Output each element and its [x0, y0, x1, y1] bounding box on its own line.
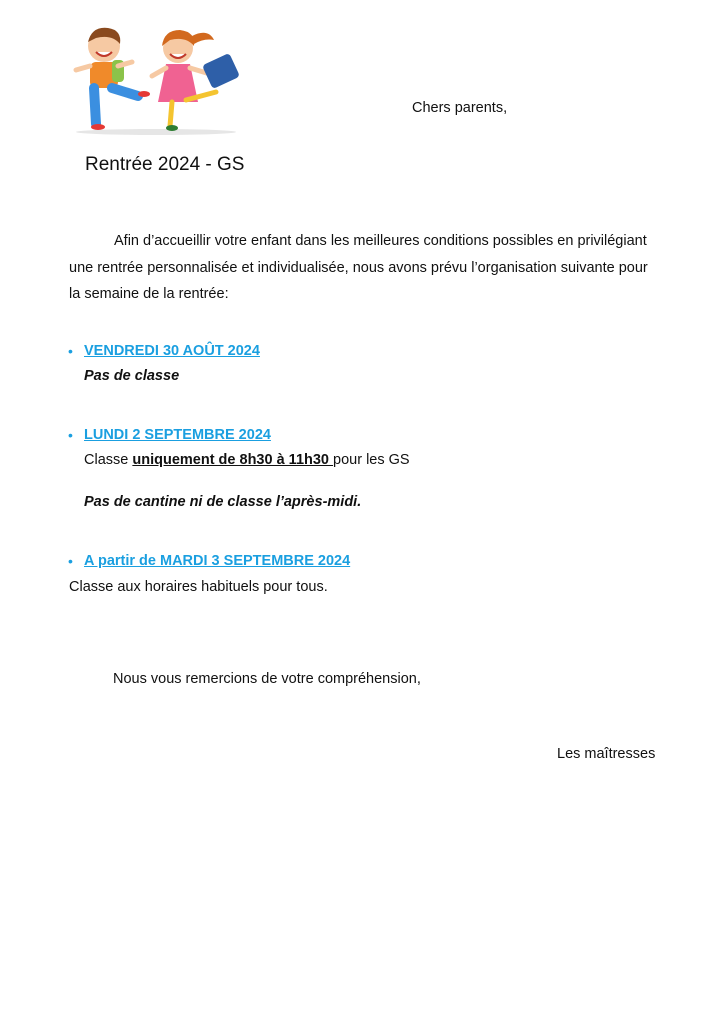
regular-hours-note: Classe aux horaires habituels pour tous. [69, 579, 328, 595]
bullet-icon: • [68, 553, 73, 569]
closing-line: Nous vous remercions de votre compréhension, [113, 671, 421, 687]
date-heading-friday[interactable]: VENDREDI 30 AOÛT 2024 [84, 343, 260, 359]
bullet-icon: • [68, 343, 73, 359]
intro-line-3: la semaine de la rentrée: [69, 286, 229, 302]
monday-schedule [84, 452, 410, 468]
schedule-suffix: pour les GS [333, 452, 410, 468]
intro-line-2: une rentrée personnalisée et individualisée, nous avons prévu l’organisation suivante pour [69, 260, 648, 276]
no-class-note: Pas de classe [84, 368, 180, 384]
schedule-prefix: Classe [84, 452, 133, 468]
greeting: Chers parents, [412, 100, 508, 116]
page-title: Rentrée 2024 - GS [85, 154, 245, 175]
date-heading-monday[interactable]: LUNDI 2 SEPTEMBRE 2024 [84, 427, 271, 443]
no-canteen-note: Pas de cantine ni de classe l’après-midi. [84, 494, 362, 510]
bullet-icon: • [68, 427, 73, 443]
intro-line-1: Afin d’accueillir votre enfant dans les meilleures conditions possibles en privilégiant [114, 233, 647, 249]
signature: Les maîtresses [557, 746, 656, 762]
schedule-hours: uniquement de 8h30 à 11h30 [132, 452, 334, 468]
date-heading-tuesday[interactable]: A partir de MARDI 3 SEPTEMBRE 2024 [84, 553, 351, 569]
children-running-icon [66, 24, 246, 136]
children-illustration [66, 24, 246, 136]
